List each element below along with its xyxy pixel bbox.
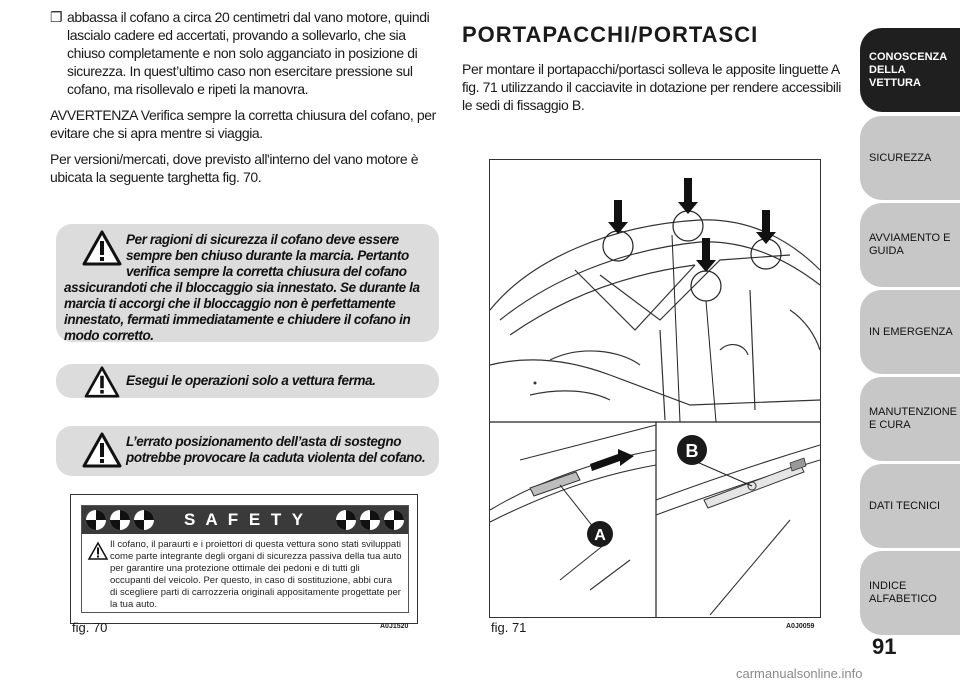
figure-70	[70, 494, 418, 624]
section-paragraph: Per montare il portapacchi/portasci solleva le apposite linguette A fig. 71 utilizzando il cacciavite in dotazione per rendere accessibili le sedi di fissaggio B.	[462, 61, 841, 113]
figure-71	[489, 159, 821, 618]
label-location-paragraph: Per versioni/mercati, dove previsto all'interno del vano motore è ubicata la seguente targhetta fig. 70.	[50, 151, 419, 185]
tab-sicurezza[interactable]: SICUREZZA	[860, 116, 960, 200]
warning-box-2	[56, 364, 439, 398]
bullet-paragraph	[50, 8, 442, 98]
fig71-code: A0J0059	[786, 623, 815, 630]
tab-conoscenza-della-vettura[interactable]: CONOSCENZA DELLA VETTURA	[860, 28, 960, 112]
car-roof-illustration	[490, 160, 820, 617]
safety-label-title: S A F E T Y	[183, 510, 307, 529]
page-number: 91	[872, 634, 897, 659]
tab-in-emergenza[interactable]: IN EMERGENZA	[860, 290, 960, 374]
warning-box-1	[56, 224, 439, 342]
bullet-box-icon: ❐	[50, 9, 63, 25]
callout-a-label: A	[594, 527, 606, 544]
tab-manutenzione-e-cura[interactable]: MANUTENZIONE E CURA	[860, 377, 960, 461]
tab-dati-tecnici[interactable]: DATI TECNICI	[860, 464, 960, 548]
safety-label-banner	[82, 506, 408, 534]
fig70-code: A0J1520	[380, 623, 409, 630]
fig70-caption: fig. 70	[72, 620, 108, 635]
advisory-paragraph: AVVERTENZA Verifica sempre la corretta chiusura del cofano, per evitare che si apra mentre si viaggia.	[50, 107, 436, 141]
warning-text-1-flow: Per ragioni di sicurezza il cofano deve essere sempre ben chiuso durante la marcia. Pertanto verifica sempre la corretta chiusura del cofano assicurandoti che il bloccaggio sia innestato. Se durante la marcia ti accorgi che il bloccaggio non è perfettamente innestato, fermati immediatamente e chiudere il cofano in modo corretto.	[64, 232, 420, 343]
callout-b-label: B	[685, 441, 699, 461]
left-column	[50, 8, 442, 194]
warning-text-3: L’errato posizionamento dell’asta di sostegno potrebbe provocare la caduta violenta del cofano.	[126, 434, 426, 465]
warning-box-3	[56, 426, 439, 476]
bullet-text: abbassa il cofano a circa 20 centimetri dal vano motore, quindi lascialo cadere ed accertati, provando a sollevarlo, che sia chiuso completamente e non solo agganciato in posizione di sicurezza. In quest’ultimo caso non esercitare pressione sul cofano, ma risollevalo e ripeti la manovra.	[67, 9, 430, 97]
fig71-caption: fig. 71	[491, 620, 527, 635]
warning-triangle-icon	[88, 542, 108, 560]
tab-indice-alfabetico[interactable]: INDICE ALFABETICO	[860, 551, 960, 635]
section-title: PORTAPACCHI/PORTASCI	[462, 22, 759, 47]
safety-label-text: Il cofano, il paraurti e i proiettori di questa vettura sono stati sviluppati come parte integrante degli organi di sicurezza passiva della tua auto per garantire una protezione ottimale dei pedoni e di tutti gli occupanti del veicolo. Per questo, in caso di sostituzione, abbi cura di scegliere parti di carrozzeria originali appositamente progettate per la tua auto.	[110, 539, 402, 610]
warning-triangle-icon	[82, 366, 122, 398]
warning-text-2: Esegui le operazioni solo a vettura ferma.	[126, 373, 376, 388]
warning-triangle-icon	[82, 432, 122, 468]
safety-label	[81, 505, 409, 613]
watermark: carmanualsonline.info	[736, 666, 863, 681]
tab-avviamento-e-guida[interactable]: AVVIAMENTO E GUIDA	[860, 203, 960, 287]
